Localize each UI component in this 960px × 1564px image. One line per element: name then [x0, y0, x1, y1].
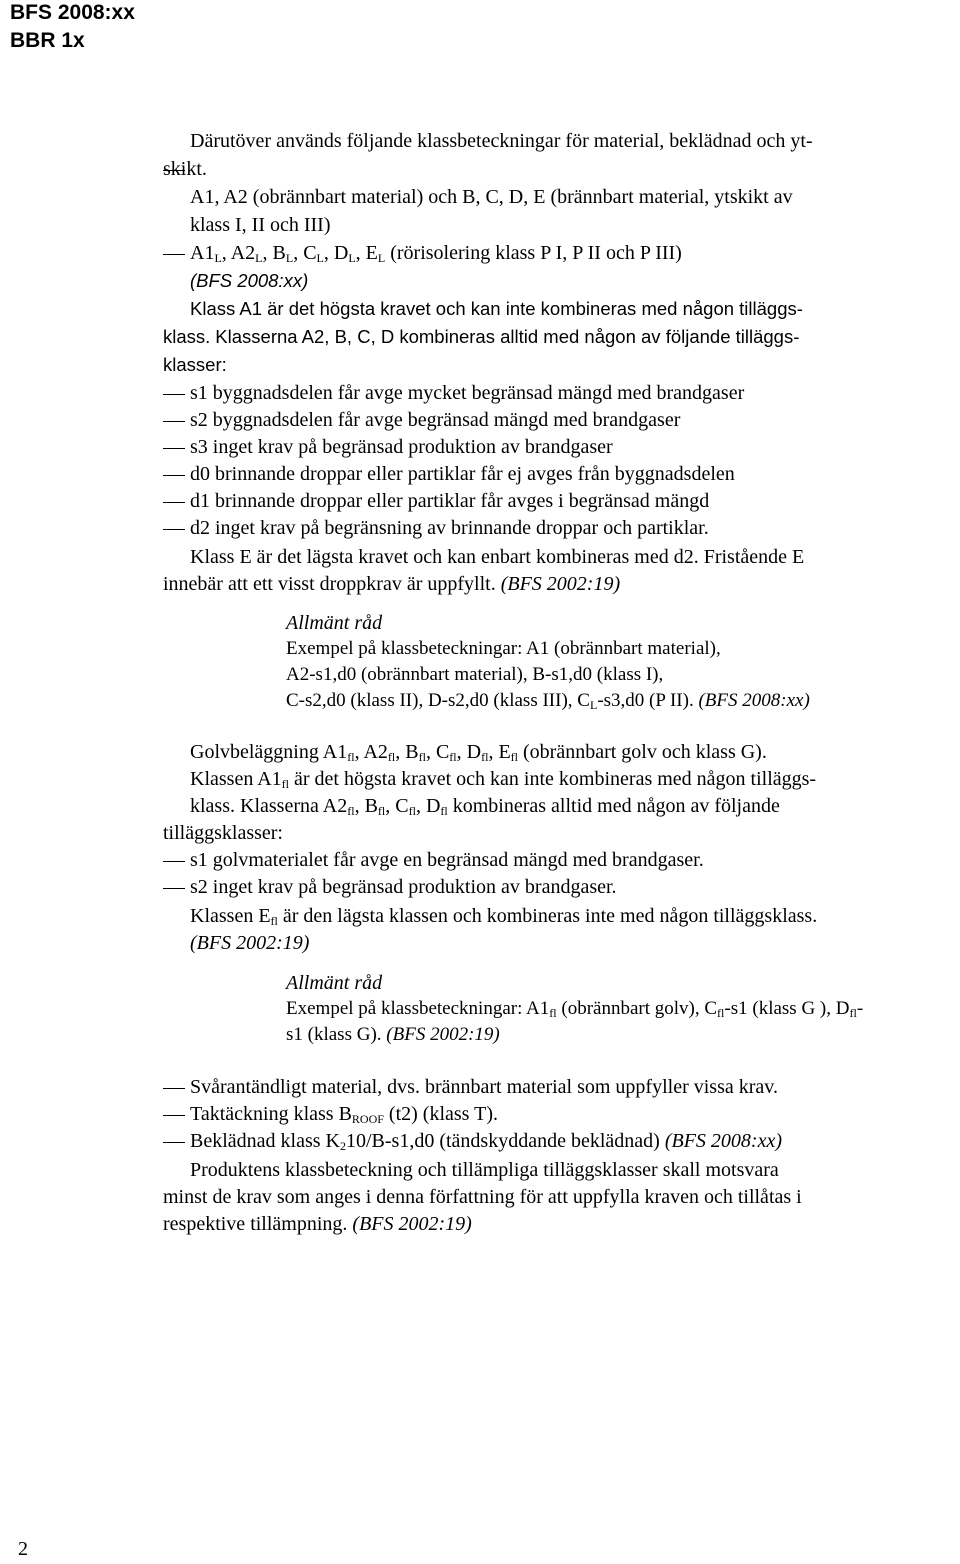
list-dash — [163, 170, 185, 171]
paragraph-class-a1fl: Klassen $A1_{fl}$ är det högsta kravet och kan inte kombineras med någon tilläggs- — [190, 768, 817, 791]
list-item-pipe-insulation: $A1_L$, $A2_L$, $B_L$, $C_L$, $D_L$, $E_L$ (rörisolering klass P I, P II och P III) — [190, 242, 682, 265]
list-dash — [163, 421, 185, 422]
list-dash — [163, 394, 185, 395]
list-dash — [163, 502, 185, 503]
list-item-cladding: Beklädnad klass $K_210/B-s1,d0$ (tändskyddande beklädnad) (BFS 2008:xx) — [190, 1130, 782, 1153]
paragraph-tillaggsklasser: tilläggsklasser: — [163, 822, 283, 844]
list-dash — [163, 448, 185, 449]
paragraph-product-class-1: Produktens klassbeteckning och tillämpliga tilläggsklasser skall motsvara — [190, 1159, 779, 1181]
paragraph-product-class-2: minst de krav som anges i denna författning för att uppfylla kraven och tillåtas i — [163, 1186, 802, 1208]
paragraph-product-class-3: respektive tillämpning. (BFS 2002:19) — [163, 1213, 472, 1235]
list-item-floor-s2: s2 inget krav på begränsad produktion av brandgaser. — [190, 876, 617, 898]
reference-bfs-2002: (BFS 2002:19) — [190, 932, 310, 954]
general-advice-line-2: A2-s1,d0 (obrännbart material), B-s1,d0 (klass I), — [286, 664, 664, 685]
general-advice-title: Allmänt råd — [286, 972, 383, 994]
general-advice-line-3: C-s2,d0 (klass II), D-s2,d0 (klass III), $C_L-s3,d0$ (P II). (BFS 2008:xx) — [286, 690, 810, 712]
list-item-s3: s3 inget krav på begränsad produktion av brandgaser — [190, 436, 613, 458]
paragraph-class-e-2: innebär att ett visst droppkrav är uppfyllt. (BFS 2002:19) — [163, 573, 621, 595]
list-dash — [163, 1115, 185, 1116]
list-dash — [163, 888, 185, 889]
list-dash — [163, 475, 185, 476]
paragraph-klasser: klasser: — [163, 354, 227, 375]
list-dash — [163, 529, 185, 530]
list-item-d1: d1 brinnande droppar eller partiklar får avges i begränsad mängd — [190, 490, 710, 512]
reference-bfs-2008: (BFS 2008:xx) — [190, 270, 309, 291]
paragraph-floor-covering: Golvbeläggning $A1_{fl}$, $A2_{fl}$, $B_{fl}$, $C_{fl}$, $D_{fl}$, $E_{fl}$ (obrännbart golv och klass G). — [190, 741, 767, 764]
list-dash — [163, 254, 185, 255]
intro-line-2: skikt. — [163, 158, 207, 180]
general-advice-floor-line-1: Exempel på klassbeteckningar: $A1_{fl}$ (obrännbart golv), $C_{fl}-s1$ (klass G ), $D_{fl}-$ — [286, 998, 864, 1020]
paragraph-klasserna-fl: klass. Klasserna $A2_{fl}$, $B_{fl}$, $C_{fl}$, $D_{fl}$ kombineras alltid med någon av följande — [190, 795, 780, 818]
header-subcode: BBR 1x — [10, 29, 85, 52]
list-dash — [163, 861, 185, 862]
general-advice-floor-line-2: s1 (klass G). (BFS 2002:19) — [286, 1024, 500, 1045]
paragraph-class-e-1: Klass E är det lägsta kravet och kan enbart kombineras med d2. Fristående E — [190, 546, 805, 568]
list-item-s1: s1 byggnadsdelen får avge mycket begränsad mängd med brandgaser — [190, 382, 745, 404]
list-item-a1-a2-part2: klass I, II och III) — [190, 214, 331, 236]
list-dash — [163, 1088, 185, 1089]
list-item-d2: d2 inget krav på begränsning av brinnande droppar och partiklar. — [190, 517, 709, 539]
list-item-hard-to-ignite: Svårantändligt material, dvs. brännbart material som uppfyller vissa krav. — [190, 1076, 778, 1098]
general-advice-title: Allmänt råd — [286, 612, 383, 634]
intro-line-1: Därutöver används följande klassbeteckningar för material, beklädnad och yt- — [190, 130, 813, 152]
list-item-a1-a2-part1: A1, A2 (obrännbart material) och B, C, D, E (brännbart material, ytskikt av — [190, 186, 793, 208]
header-code: BFS 2008:xx — [10, 1, 135, 24]
page-number: 2 — [18, 1538, 28, 1560]
list-item-s2: s2 byggnadsdelen får avge begränsad mängd med brandgaser — [190, 409, 681, 431]
paragraph-class-a1: Klass A1 är det högsta kravet och kan inte kombineras med någon tilläggs- — [190, 298, 803, 319]
list-item-roofing: Taktäckning klass $B_{ROOF}$ (t2) (klass T). — [190, 1103, 498, 1126]
general-advice-line-1: Exempel på klassbeteckningar: A1 (obrännbart material), — [286, 638, 721, 659]
list-item-d0: d0 brinnande droppar eller partiklar får ej avges från byggnadsdelen — [190, 463, 735, 485]
list-item-floor-s1: s1 golvmaterialet får avge en begränsad mängd med brandgaser. — [190, 849, 704, 871]
list-dash — [163, 1142, 185, 1143]
paragraph-class-efl: Klassen $E_{fl}$ är den lägsta klassen och kombineras inte med någon tilläggsklass. — [190, 905, 818, 928]
paragraph-klasserna: klass. Klasserna A2, B, C, D kombineras alltid med någon av följande tilläggs- — [163, 326, 800, 347]
